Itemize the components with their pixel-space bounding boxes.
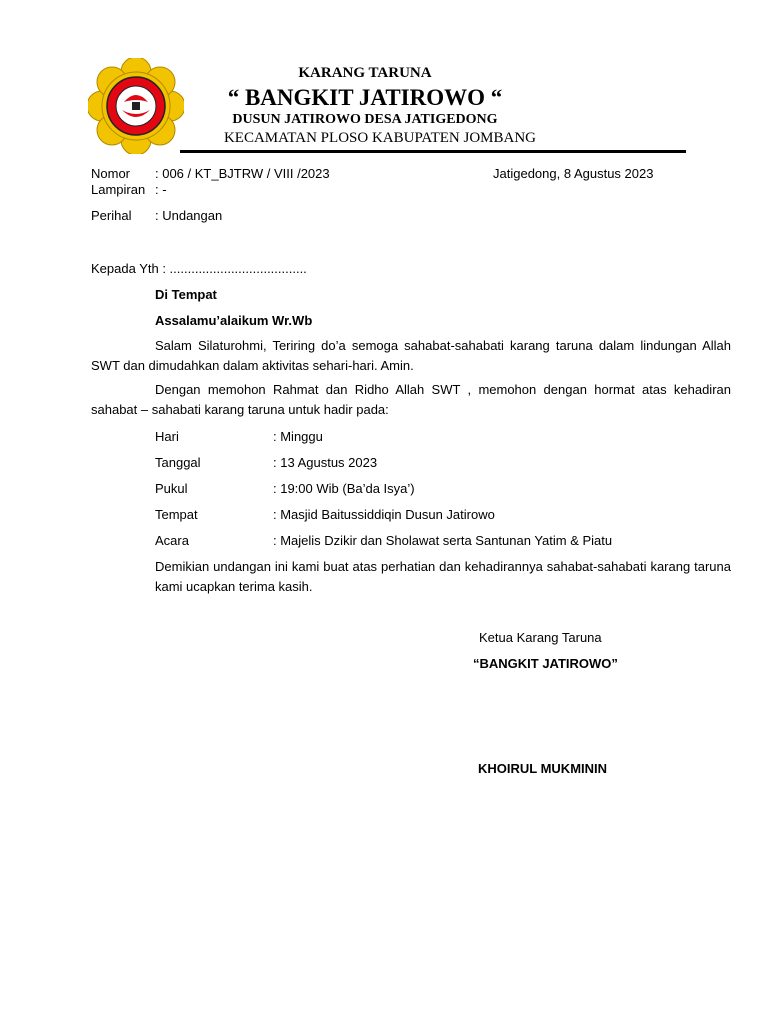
lampiran-label: Lampiran bbox=[91, 182, 146, 197]
detail-value-hari: : Minggu bbox=[273, 429, 323, 444]
org-name: “ BANGKIT JATIROWO “ bbox=[227, 85, 503, 110]
org-kecamatan: KECAMATAN PLOSO KABUPATEN JOMBANG bbox=[223, 130, 537, 146]
detail-label-tanggal: Tanggal bbox=[155, 455, 201, 470]
recipient-line: Kepada Yth : ...................................... bbox=[91, 261, 307, 276]
detail-label-pukul: Pukul bbox=[155, 481, 188, 496]
org-type: KARANG TARUNA bbox=[298, 65, 432, 81]
nomor-label: Nomor bbox=[91, 166, 131, 181]
paragraph-2: Dengan memohon Rahmat dan Ridho Allah SWT , memohon dengan hormat atas kehadiran sahabat – sahabati karang taruna untuk hadir pada: bbox=[91, 382, 731, 417]
detail-label-hari: Hari bbox=[155, 429, 179, 444]
place-date: Jatigedong, 8 Agustus 2023 bbox=[493, 166, 654, 181]
lampiran-value: : - bbox=[155, 182, 167, 197]
organization-logo bbox=[88, 58, 184, 154]
nomor-value: : 006 / KT_BJTRW / VIII /2023 bbox=[155, 166, 330, 181]
detail-value-tanggal: : 13 Agustus 2023 bbox=[273, 455, 378, 470]
signature-title: Ketua Karang Taruna bbox=[479, 630, 602, 645]
closing-paragraph: Demikian undangan ini kami buat atas perhatian dan kehadirannya sahabat-sahabati karang taruna kami ucapkan terima kasih. bbox=[155, 559, 731, 594]
header-divider bbox=[180, 150, 686, 153]
org-dusun: DUSUN JATIROWO DESA JATIGEDONG bbox=[232, 112, 498, 127]
perihal-value: : Undangan bbox=[155, 208, 223, 223]
detail-value-tempat: : Masjid Baitussiddiqin Dusun Jatirowo bbox=[273, 507, 495, 522]
signature-name: KHOIRUL MUKMININ bbox=[478, 761, 608, 776]
detail-label-acara: Acara bbox=[155, 533, 189, 548]
detail-value-acara: : Majelis Dzikir dan Sholawat serta Santunan Yatim & Piatu bbox=[273, 533, 613, 548]
paragraph-1: Salam Silaturohmi, Teriring do’a semoga sahabat-sahabati karang taruna dalam lindungan Allah SWT dan dimudahkan dalam aktivitas sehari-hari. Amin. bbox=[91, 338, 731, 373]
perihal-label: Perihal bbox=[91, 208, 132, 223]
signature-org: “BANGKIT JATIROWO” bbox=[473, 656, 618, 671]
detail-value-pukul: : 19:00 Wib (Ba’da Isya’) bbox=[273, 481, 415, 496]
di-tempat: Di Tempat bbox=[155, 287, 217, 302]
detail-label-tempat: Tempat bbox=[155, 507, 198, 522]
greeting: Assalamu’alaikum Wr.Wb bbox=[155, 313, 313, 328]
